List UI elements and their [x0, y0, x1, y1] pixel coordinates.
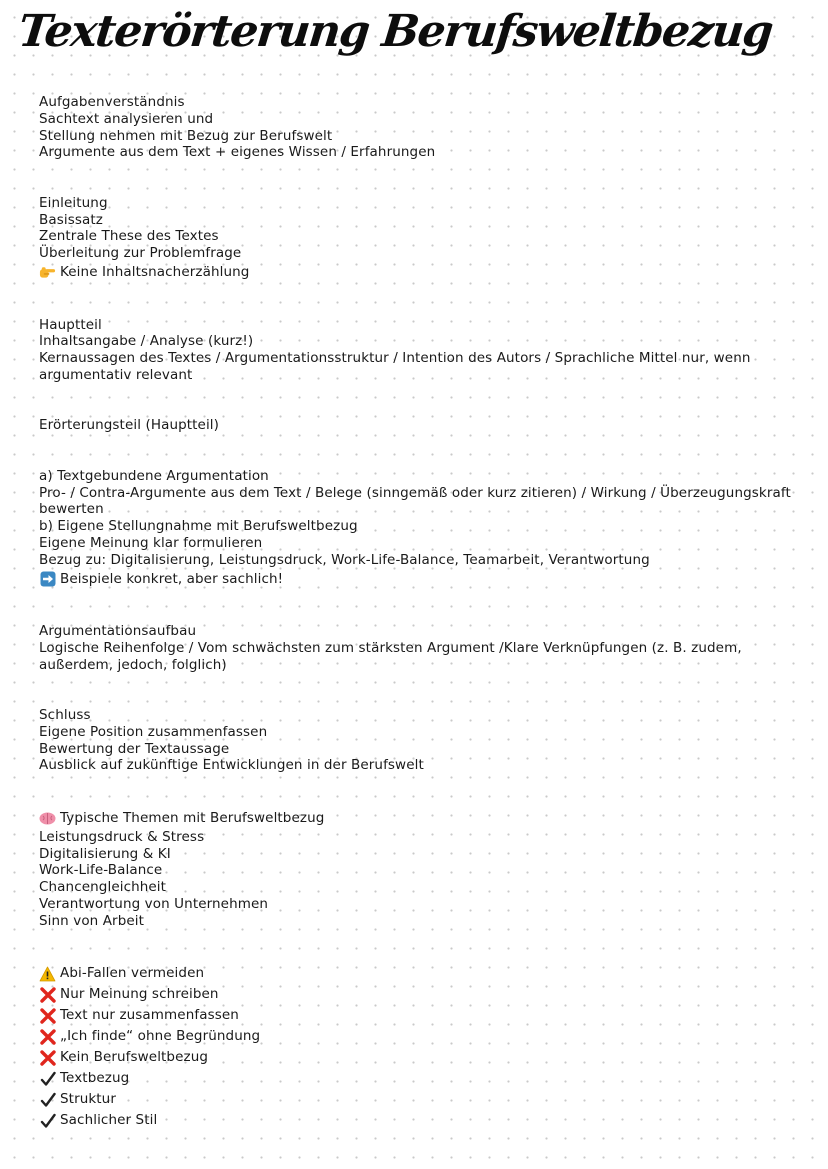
text-line: Basissatz [39, 211, 103, 228]
do-text: Sachlicher Stil [60, 1112, 158, 1129]
brain-icon [39, 810, 56, 827]
text-line: Zentrale These des Textes [39, 228, 219, 245]
section-topics [39, 808, 799, 930]
section-argumentation [39, 468, 799, 590]
pointing-hand-icon [39, 264, 56, 281]
text-line: Bewertung der Textaussage [39, 740, 230, 757]
do-item [39, 1110, 799, 1131]
note-text: Keine Inhaltsnacherzählung [60, 264, 250, 281]
section-heading: Aufgabenverständnis [39, 94, 185, 110]
section-intro [39, 195, 799, 283]
dont-item [39, 1047, 799, 1068]
list-item: Verantwortung von Unternehmen [39, 896, 269, 913]
dont-item [39, 1005, 799, 1026]
text-line: Eigene Position zusammenfassen [39, 723, 268, 740]
text-line: Überleitung zur Problemfrage [39, 245, 242, 262]
list-item: Leistungsdruck & Stress [39, 828, 205, 845]
section-heading: Abi-Fallen vermeiden [60, 965, 205, 982]
cross-mark-icon [39, 1007, 56, 1024]
text-line: Argumente aus dem Text + eigenes Wissen / Erfahrungen [39, 144, 436, 161]
list-item: Digitalisierung & KI [39, 845, 171, 862]
cross-mark-icon [39, 986, 56, 1003]
cross-mark-icon [39, 1049, 56, 1066]
check-mark-icon [39, 1091, 56, 1108]
notes-content [39, 94, 799, 1165]
cross-mark-icon [39, 1028, 56, 1045]
dont-item [39, 984, 799, 1005]
section-heading: Einleitung [39, 194, 108, 211]
list-item: Sinn von Arbeit [39, 912, 145, 929]
dont-text: Text nur zusammenfassen [60, 1007, 239, 1024]
dont-text: Kein Berufsweltbezug [60, 1049, 209, 1066]
warning-icon [39, 965, 56, 982]
pitfalls-heading [39, 963, 799, 984]
do-item [39, 1068, 799, 1089]
section-heading: Typische Themen mit Berufsweltbezug [60, 809, 325, 826]
section-heading: Hauptteil [39, 316, 102, 333]
right-arrow-icon [39, 571, 56, 588]
section-heading: Argumentationsaufbau [39, 623, 197, 640]
check-mark-icon [39, 1112, 56, 1129]
text-line: Bezug zu: Digitalisierung, Leistungsdruck, Work-Life-Balance, Teamarbeit, Verantwortung [39, 551, 650, 568]
text-line: Stellung nehmen mit Bezug zur Berufswelt [39, 127, 333, 144]
dont-text: Nur Meinung schreiben [60, 986, 219, 1003]
note-line [39, 262, 799, 283]
section-pitfalls [39, 963, 799, 1131]
text-line: Inhaltsangabe / Analyse (kurz!) [39, 333, 254, 350]
topics-heading [39, 808, 799, 829]
section-structure [39, 623, 799, 673]
text-line: Logische Reihenfolge / Vom schwächsten zum stärksten Argument /Klare Verknüpfungen (z. B. zudem, außerdem, jedoch, folglich) [39, 639, 747, 673]
page-title: Texterörterung Berufsweltbezug [16, 6, 775, 57]
section-conclusion [39, 707, 799, 774]
do-item [39, 1089, 799, 1110]
check-mark-icon [39, 1070, 56, 1087]
text-line: Kernaussagen des Textes / Argumentationsstruktur / Intention des Autors / Sprachliche Mittel nur, wenn argumentativ relevant [39, 350, 755, 383]
text-line: a) Textgebundene Argumentation [39, 467, 269, 484]
list-item: Chancengleichheit [39, 879, 167, 896]
text-line: Pro- / Contra-Argumente aus dem Text / Belege (sinngemäß oder kurz zitieren) / Wirkung / Überzeugungskraft bewerten [39, 484, 796, 518]
section-discussion [39, 417, 799, 434]
section-main [39, 317, 799, 384]
text-line: Sachtext analysieren und [39, 110, 214, 127]
section-heading: Erörterungsteil (Hauptteil) [39, 417, 220, 434]
note-text: Beispiele konkret, aber sachlich! [60, 570, 284, 587]
list-item: Work-Life-Balance [39, 862, 163, 879]
dont-text: „Ich finde“ ohne Begründung [60, 1028, 261, 1045]
do-text: Struktur [60, 1091, 116, 1108]
text-line: b) Eigene Stellungnahme mit Berufsweltbezug [39, 518, 358, 535]
note-line [39, 569, 799, 590]
dont-item [39, 1026, 799, 1047]
section-task [39, 94, 799, 161]
text-line: Eigene Meinung klar formulieren [39, 534, 263, 551]
section-heading: Schluss [39, 707, 91, 724]
text-line: Ausblick auf zukünftige Entwicklungen in der Berufswelt [39, 757, 424, 774]
do-text: Textbezug [60, 1070, 130, 1087]
